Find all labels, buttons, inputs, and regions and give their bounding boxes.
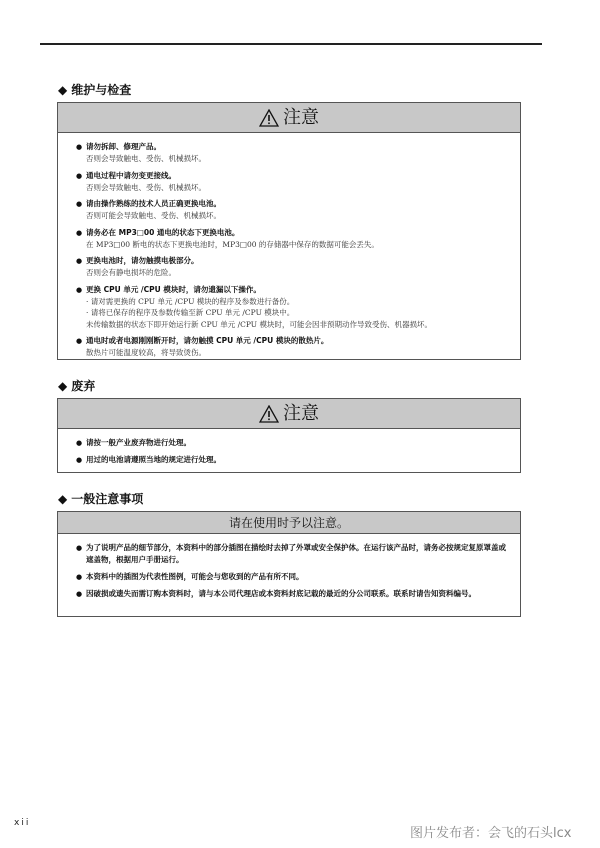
- section-heading-text: 一般注意事项: [71, 492, 144, 506]
- caution-list: [58, 133, 520, 359]
- list-item: [76, 542, 510, 566]
- list-item: [76, 227, 510, 251]
- section-heading-maintenance: [58, 81, 131, 98]
- item-sub-text: 否则会导致触电、受伤、机械损坏。: [86, 182, 206, 192]
- list-item: [76, 255, 510, 279]
- notice-header: [58, 512, 520, 534]
- bullet-icon: ●: [76, 544, 83, 552]
- list-item: [76, 335, 510, 359]
- caution-box-disposal: [57, 398, 521, 473]
- list-item: [76, 170, 510, 194]
- item-main-text: 请由操作熟练的技术人员正确更换电池。: [86, 199, 221, 208]
- top-rule: [40, 43, 542, 45]
- item-sub-text: · 请将已保存的程序及参数传输至新 CPU 单元 /CPU 模块中。: [86, 308, 295, 317]
- item-main-text: 请勿拆卸、修理产品。: [86, 142, 161, 151]
- notice-title: 请在使用时予以注意。: [228, 516, 349, 530]
- bullet-icon: ●: [76, 456, 83, 464]
- item-main-text: 更换 CPU 单元 /CPU 模块时，请勿遗漏以下操作。: [86, 284, 261, 294]
- caution-header: [58, 103, 520, 133]
- item-main-text: 用过的电池请遵照当地的规定进行处理。: [86, 455, 221, 464]
- warning-triangle-icon: [259, 405, 279, 423]
- item-main-text: 通电过程中请勿变更接线。: [86, 170, 176, 180]
- section-heading-general: [58, 490, 143, 507]
- bullet-icon: ●: [76, 143, 83, 151]
- bullet-icon: ●: [76, 337, 83, 345]
- diamond-bullet-icon: ◆: [58, 379, 68, 393]
- bullet-icon: ●: [76, 439, 83, 447]
- item-sub-text: 否则会导致触电、受伤、机械损坏。: [86, 154, 206, 163]
- item-sub-text: 散热片可能温度较高，将导致烫伤。: [86, 348, 206, 357]
- page-number: xii: [14, 818, 31, 828]
- list-item: [76, 141, 510, 165]
- item-sub-text: 未传输数据的状态下即开始运行新 CPU 单元 /CPU 模块时，可能会因非预期动作导致受伤、机器损坏。: [86, 319, 433, 329]
- bullet-icon: ●: [76, 171, 83, 180]
- diamond-bullet-icon: ◆: [58, 492, 68, 506]
- item-main-text: 因破损或遗失而需订购本资料时，请与本公司代理店或本资料封底记载的最近的分公司联系。联系时请告知资料编号。: [86, 589, 476, 598]
- caution-header: [58, 399, 520, 429]
- section-heading-text: 维护与检查: [71, 83, 132, 97]
- list-item: [76, 588, 510, 600]
- warning-triangle-icon: [259, 109, 279, 127]
- diamond-bullet-icon: ◆: [58, 83, 68, 97]
- bullet-icon: ●: [76, 590, 83, 598]
- section-heading-disposal: [58, 377, 95, 394]
- section-heading-text: 废弃: [71, 379, 96, 393]
- bullet-icon: ●: [76, 285, 83, 294]
- item-main-text: 请按一般产业废弃物进行处理。: [86, 438, 191, 447]
- caution-list: [58, 429, 520, 466]
- item-sub-text: 否则可能会导致触电、受伤、机械损坏。: [86, 211, 221, 220]
- bullet-icon: ●: [76, 573, 83, 581]
- item-sub-text: 否则会有静电损坏的危险。: [86, 268, 176, 277]
- bullet-icon: ●: [76, 257, 83, 265]
- list-item: [76, 571, 510, 583]
- item-main-text: 为了说明产品的细节部分，本资料中的部分插图在描绘时去掉了外罩或安全保护体。在运行该产品时，请务必按规定复原罩盖或遮盖物，根据用户手册运行。: [86, 543, 506, 564]
- notice-list: [58, 534, 520, 600]
- list-item: [76, 284, 510, 331]
- list-item: [76, 437, 510, 449]
- notice-box-general: [57, 511, 521, 617]
- item-main-text: 请务必在 MP3□00 通电的状态下更换电池。: [86, 227, 240, 237]
- item-sub-text: · 请对需更换的 CPU 单元 /CPU 模块的程序及参数进行备份。: [86, 296, 295, 306]
- item-main-text: 本资料中的插图为代表性图例，可能会与您收到的产品有所不同。: [86, 572, 304, 581]
- caution-title: 注意: [283, 107, 319, 128]
- item-main-text: 更换电池时，请勿触摸电极部分。: [86, 256, 199, 265]
- item-main-text: 通电时或者电源刚刚断开时，请勿触摸 CPU 单元 /CPU 模块的散热片。: [86, 336, 329, 345]
- bullet-icon: ●: [76, 200, 83, 208]
- bullet-icon: ●: [76, 228, 83, 237]
- list-item: [76, 198, 510, 222]
- watermark: 图片发布者：会飞的石头lcx: [410, 826, 572, 841]
- caution-box-maintenance: [57, 102, 521, 360]
- caution-title: 注意: [283, 403, 319, 424]
- list-item: [76, 454, 510, 466]
- item-sub-text: 在 MP3□00 断电的状态下更换电池时，MP3□00 的存储器中保存的数据可能会丢失。: [86, 239, 379, 249]
